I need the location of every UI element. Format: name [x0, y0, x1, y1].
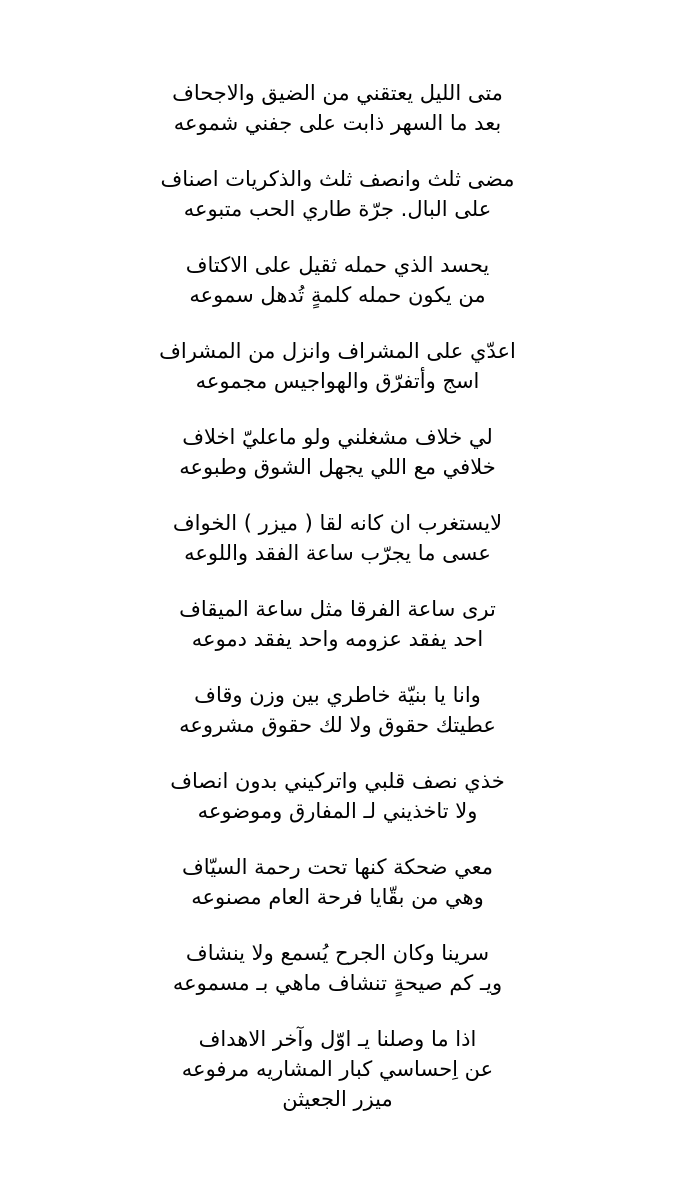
poem-line: وهي من بقّايا فرحة العام مصنوعه — [191, 885, 484, 909]
poem-line: عن اِحساسي كبار المشاريه مرفوعه — [181, 1057, 494, 1081]
poem-line: وانا يا بنيّة خاطري بين وزن وقاف — [194, 683, 481, 707]
stanza-7 — [0, 594, 675, 680]
stanza-3 — [0, 250, 675, 336]
poem-line: خذي نصف قلبي واتركيني بدون انصاف — [170, 769, 505, 793]
poem-line: ولا تاخذيني لـ المفارق وموضوعه — [197, 799, 478, 823]
poem-line: من يكون حمله كلمةٍ تُدهل سموعه — [189, 283, 486, 307]
poem-line: لايستغرب ان كانه لقا ( ميزر ) الخواف — [172, 511, 503, 535]
poem-line: اذا ما وصلنا يـ اوّل وآخر الاهداف — [198, 1027, 477, 1051]
stanza-10 — [0, 852, 675, 938]
poem-line: يحسد الذي حمله ثقيل على الاكتاف — [185, 253, 490, 277]
poem-line: ويـ كم صيحةٍ تنشاف ماهي بـ مسموعه — [172, 971, 503, 995]
poem-line: عسى ما يجرّب ساعة الفقد واللوعه — [184, 541, 491, 565]
poet-signature: ميزر الجعيثن — [282, 1087, 393, 1111]
poem-line: اسج وأتفرّق والهواجيس مجموعه — [195, 369, 480, 393]
poem — [0, 78, 675, 1110]
poem-line: عطيتك حقوق ولا لك حقوق مشروعه — [179, 713, 496, 737]
stanza-6 — [0, 508, 675, 594]
poem-line: معي ضحكة كنها تحت رحمة السيّاف — [182, 855, 493, 879]
stanza-2 — [0, 164, 675, 250]
poem-line: بعد ما السهر ذابت على جفني شموعه — [173, 111, 502, 135]
stanza-9 — [0, 766, 675, 852]
stanza-1 — [0, 78, 675, 164]
poem-line: متى الليل يعتقني من الضيق والاجحاف — [172, 81, 503, 105]
stanza-12 — [0, 1024, 675, 1110]
stanza-4 — [0, 336, 675, 422]
poem-line: ترى ساعة الفرقا مثل ساعة الميقاف — [179, 597, 496, 621]
poem-line: مضى ثلث وانصف ثلث والذكريات اصناف — [160, 167, 515, 191]
poem-line: سرينا وكان الجرح يُسمع ولا ينشاف — [185, 941, 490, 965]
poem-line: خلافي مع اللي يجهل الشوق وطبوعه — [179, 455, 496, 479]
poem-line: لي خلاف مشغلني ولو ماعليّ اخلاف — [182, 425, 493, 449]
stanza-5 — [0, 422, 675, 508]
stanza-8 — [0, 680, 675, 766]
poem-line: على البال. جرّة طاري الحب متبوعه — [183, 197, 492, 221]
poem-line: اعدّي على المشراف وانزل من المشراف — [159, 339, 516, 363]
poem-line: احد يفقد عزومه واحد يفقد دموعه — [191, 627, 484, 651]
stanza-11 — [0, 938, 675, 1024]
